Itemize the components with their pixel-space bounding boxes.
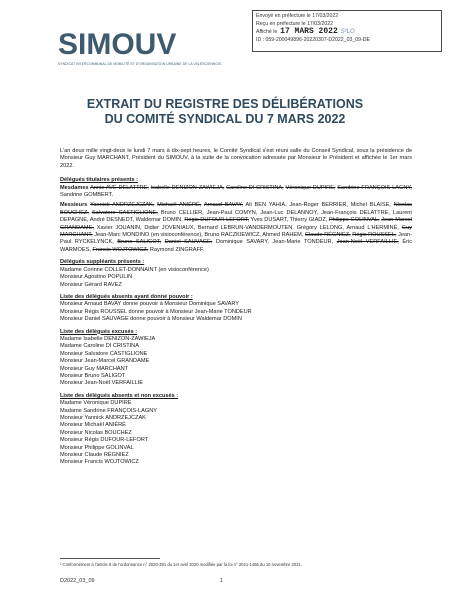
list-item: Monsieur Guy MARCHANT: [60, 365, 129, 372]
delegate-name: Yves DUSART,: [250, 217, 289, 224]
list-item: Madame Isabelle DENIZON-ZAWIEJA: [60, 335, 156, 342]
prefecture-stamp: [252, 10, 442, 52]
footnote: ¹ Conformément à l'article 6 de l'ordonnance n° 2020-391 du 1er avril 2020 modifiée par la loi n° 2021-1465 du 10 novembre 2021.: [60, 562, 302, 567]
intro-paragraph: L'an deux mille vingt-deux le lundi 7 mars à dix-sept heures, le Comité Syndical s'est réuni salle du Conseil Syndical, sous la présidence de Monsieur Guy MARCHANT, Président du SIMOUV, à la suite de la convocation adressée par Monsieur le Président et affichée le 1er mars 2022.: [60, 148, 412, 169]
list-item: Monsieur Francis WOJTOWICZ: [60, 459, 139, 466]
footer-code: D2022_03_09: [60, 578, 95, 584]
list-item: Monsieur Philippe GOLINVAL: [60, 444, 134, 451]
delegate-name: Jean-François DELATTRE,: [321, 209, 390, 216]
document-title-line2: DU COMITÉ SYNDICAL DU 7 MARS 2022: [104, 112, 346, 126]
titulaires-mesdames: [60, 185, 412, 200]
stamp-sent: Envoyé en préfecture le 17/03/2022: [256, 13, 339, 19]
delegate-name: Régis ROUSSEL,: [352, 232, 397, 239]
list-item: Monsieur Nicolas BOUCHEZ: [60, 429, 132, 436]
absents-list: [60, 400, 412, 467]
delegate-name: Michaël ANIÉRÉ,: [157, 202, 202, 209]
delegate-name: Véronique DUPIRE,: [285, 184, 336, 191]
stamp-received: Reçu en préfecture le 17/03/2022: [256, 21, 334, 27]
pouvoir-list: [60, 301, 412, 323]
delegate-name: Jean-Paul RYCKELYNCK,: [60, 232, 413, 246]
delegate-name: Jean-Marcel GRANDAME,: [60, 217, 412, 231]
logo-tagline: SYNDICAT INTERCOMMUNAL DE MOBILITÉ ET D'ORGANISATION URBAINE DE LA VALENCIENNOIS: [58, 62, 222, 66]
delegate-name: Dominique SAVARY,: [215, 239, 269, 246]
titulaires-messieurs: [60, 202, 412, 254]
excuses-list: [60, 336, 412, 388]
list-item: Monsieur Jean-Marcel GRANDAME: [60, 358, 150, 365]
logo-name: SIMOUV: [58, 28, 177, 61]
suppleants-heading: Délégués suppléants présents :: [60, 259, 145, 266]
suppleants-list: [60, 267, 412, 289]
list-item: Monsieur Arnaud BAVAY donne pouvoir à Monsieur Dominique SAVARY: [60, 301, 239, 308]
list-item: Madame Corinne COLLET-DONNAINT (en visioconférence): [60, 266, 209, 273]
s2lo-logo: S²LO: [340, 29, 355, 35]
messieurs-label: Messieurs: [60, 202, 88, 209]
delegate-name: Waldemar DOMIN,: [135, 217, 183, 224]
list-item: Monsieur Jean-Noël VERFAILLIE: [60, 380, 144, 387]
titulaires-heading: Délégués titulaires présents :: [60, 177, 139, 184]
list-item: Monsieur Gérard RAVEZ: [60, 281, 122, 288]
delegate-name: Annie AVÉ-DELATTRE,: [90, 184, 149, 191]
delegate-name: Arnaud BAVAY,: [203, 202, 243, 209]
stamp-posted-date: 17 MARS 2022: [280, 27, 338, 36]
delegate-name: Sandrine GOMBERT.: [60, 192, 114, 199]
footnote-divider: [60, 558, 160, 559]
delegate-name: Bruno SALIGOT,: [117, 239, 162, 246]
list-item: Monsieur Claude RÉGNIEZ: [60, 452, 129, 459]
delegate-name: Éric WARMOES,: [60, 239, 413, 253]
delegate-name: Arnaud L'HERMINÉ,: [346, 224, 399, 231]
list-item: Monsieur Michaël ANIÉRÉ: [60, 422, 126, 429]
delegate-name: Didier JOVENIAUX,: [144, 224, 196, 231]
mesdames-label: Mesdames: [60, 184, 89, 191]
delegate-name: Daniel SAUVAGE,: [164, 239, 213, 246]
list-item: Monsieur Bruno SALIGOT: [60, 372, 126, 379]
list-item: Madame Sandrine FRANÇOIS-LAGNY: [60, 407, 157, 414]
list-item: Monsieur Salvatore CASTIGLIONE: [60, 350, 148, 357]
delegate-name: Bruno RACZKIEWICZ,: [204, 232, 261, 239]
delegate-name: Laurent DEPAGNE,: [60, 209, 412, 224]
delegate-name: Salvatore CASTIGLIONE,: [91, 209, 158, 216]
list-item: Monsieur Agostino POPULIN: [60, 274, 133, 281]
delegate-name: Ali BEN YAHIA,: [245, 202, 287, 209]
delegate-name: Bruno CELLIER,: [160, 209, 204, 216]
simouv-logo: [58, 30, 221, 66]
delegate-name: Jean-Marc MONDINO (en visioconférence),: [94, 232, 203, 239]
delegate-name: Jean-Roger BERRIER,: [289, 202, 348, 209]
delegate-name: Jean-Marie TONDEUR,: [272, 239, 334, 246]
delegate-name: Ahmed RAHEM,: [262, 232, 304, 239]
delegate-name: Claude RÉGNIEZ,: [304, 232, 351, 239]
list-item: Madame Véronique DUPIRE: [60, 400, 132, 407]
delegate-name: Caroline DI CRISTINA,: [226, 184, 284, 191]
list-item: Monsieur Yannick ANDRZEJCZAK: [60, 415, 146, 421]
delegate-name: Philippe GOLINVAL,: [328, 217, 380, 224]
stamp-posted: [256, 28, 438, 36]
stamp-posted-label: Affiché le: [256, 29, 278, 35]
delegate-name: Raymond ZINGRAFF.: [149, 246, 205, 253]
delegate-name: Yannick ANDRZEJCZAK,: [90, 202, 155, 209]
delegate-name: André DESNEDT,: [89, 217, 135, 224]
delegate-name: Thierry GIADZ,: [289, 217, 328, 224]
delegate-name: Bernard LEBRUN-VANDERMOUTEN,: [197, 224, 294, 231]
page-number: 1: [220, 578, 224, 584]
delegate-name: Sandrine FRANÇOIS-LAGNY,: [337, 184, 412, 191]
stamp-id: ID : 059-200049896-20220307-D2022_03_09-DE: [256, 37, 370, 43]
delegate-name: Xavier JOUANIN,: [96, 224, 142, 231]
document-title-line1: EXTRAIT DU REGISTRE DES DÉLIBÉRATIONS: [86, 97, 364, 111]
list-item: Monsieur Régis ROUSSEL donne pouvoir à Monsieur Jean-Marie TONDEUR: [60, 308, 252, 315]
excuses-heading: Liste des délégués excusés :: [60, 328, 138, 335]
delegate-name: Guy MARCHANT,: [60, 224, 412, 239]
document-body: [60, 148, 412, 467]
delegate-name: Francis WOJTOWICZ,: [92, 246, 149, 253]
delegate-name: Régis DUFOUR-LEFORT,: [184, 217, 249, 224]
delegate-name: Jean-Luc DELANNOY,: [260, 209, 319, 216]
delegate-name: Isabelle DENIZON-ZAWIEJA,: [150, 184, 225, 191]
delegate-name: Grégory LELONG,: [296, 224, 344, 231]
list-item: Monsieur Régis DUFOUR-LEFORT: [60, 437, 149, 444]
delegate-name: Nicolas BOUCHEZ,: [60, 202, 413, 216]
absents-heading: Liste des délégués absents et non excusés :: [60, 392, 179, 399]
list-item: Monsieur Daniel SAUVAGE donne pouvoir à Monsieur Waldemar DOMIN: [60, 316, 242, 323]
delegate-name: Michel BLAISE,: [350, 202, 391, 209]
delegate-name: Jean-Noël VERFAILLIE,: [336, 239, 399, 246]
delegate-name: Jean-Paul COMYN,: [206, 209, 258, 216]
pouvoir-heading: Liste des délégués absents ayant donné pouvoir :: [60, 293, 193, 300]
list-item: Madame Caroline DI CRISTINA: [60, 343, 139, 350]
